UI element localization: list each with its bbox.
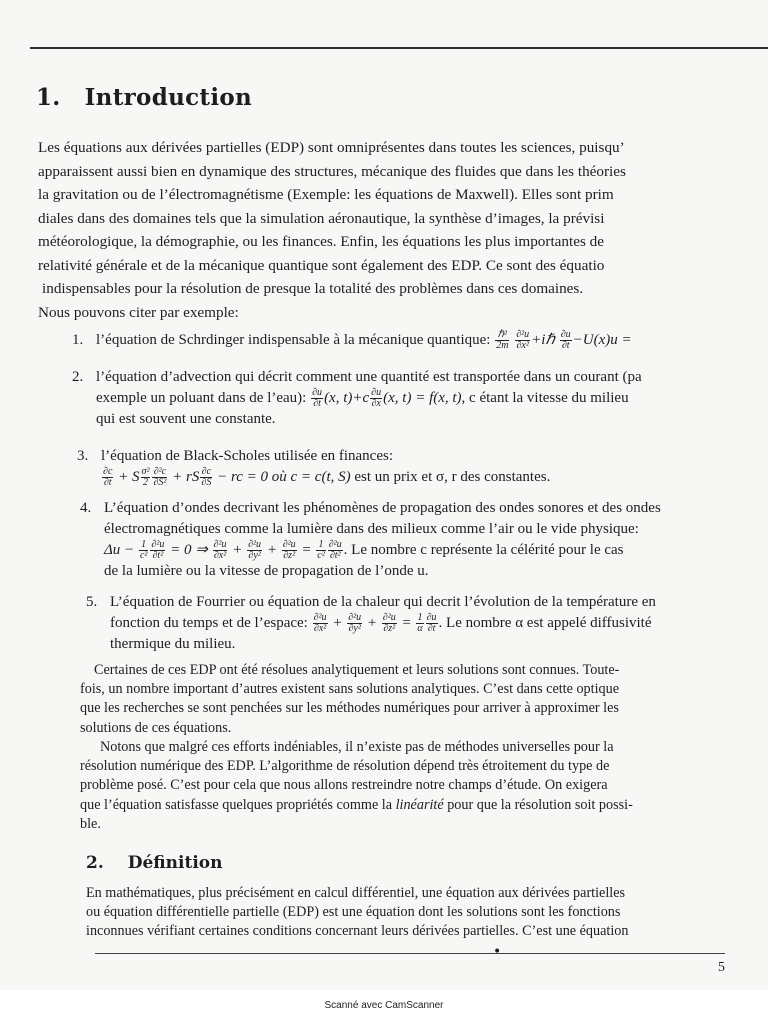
- list-item: 4. L’équation d’ondes decrivant les phénomènes de propagation des ondes sonores et des ondes électromagnétiques comme la lumière dans des milieux comme l’air ou le vide physique: Δu − $\frac{1}{\text{c²}}$ $\frac{\text{∂²u}}{\text{∂t²}}$ = 0 ⇒ $\frac{\text{∂²u}}{\text{∂x²}}$ + $\frac{\text{∂²u}}{\text{∂y²}}$ + $\frac{\text{∂²u}}{\text{∂z²}}$ = $\frac{1}{\text{c²}}$ $\frac{\text{∂²u}}{\text{∂t²}}$ . Le nombre c représente la célérité pour le cas de la lumière ou la vitesse de propagation de l’onde u.: [80, 500, 661, 580]
- section-2-heading: 2. Définition: [86, 853, 223, 873]
- list-item: 5. L’équation de Fourrier ou équation de la chaleur qui decrit l’évolution de la température en fonction du temps et de l’espace: $\frac{\text{∂²u}}{\text{∂x²}}$ + $\frac{\text{∂²u}}{\text{∂y²}}$ + $\frac{\text{∂²u}}{\text{∂z²}}$ = $\frac{1}{\alpha}$ $\frac{\partial u}{\partial t}$ . Le nombre α est appelé diffusivité thermique du milieu.: [86, 594, 656, 653]
- page-number: 5: [718, 960, 725, 975]
- scanner-footer: Scanné avec CamScanner: [324, 1000, 444, 1011]
- scan-dot: •: [493, 944, 502, 960]
- section-1-heading: 1. Introduction: [36, 84, 253, 111]
- list-item: 3. l’équation de Black-Scholes utilisée en finances: $\frac{\partial c}{\partial t}$ + S $\frac{\text{σ²}}{2}$ $\frac{\text{∂²c}}{\text{∂S²}}$ + rS $\frac{\partial c}{\partial S}$ − rc = 0 où c = c(t, S) est un prix et σ, r des constantes.: [77, 448, 551, 489]
- paragraph-numerical: Notons que malgré ces efforts indéniables, il n’existe pas de méthodes universelles pour la résolution numérique des EDP. L’algorithme de résolution dépend très étroitement du type de problème posé. C’est pour cela que nous allons restreindre notre champs d’étude. On exigera que l’équation satisfasse quelques propriétés comme la linéarité pour que la résolution soit possi- ble.: [80, 739, 633, 832]
- heat-equation: $\frac{\text{∂²u}}{\text{∂x²}}$ + $\frac{\text{∂²u}}{\text{∂y²}}$ + $\frac{\text{∂²u}}{\text{∂z²}}$ = $\frac{1}{\alpha}$ $\frac{\partial u}{\partial t}$: [313, 612, 437, 635]
- definition-paragraph: En mathématiques, plus précisément en calcul différentiel, une équation aux dérivées partielles ou équation différentielle partielle (EDP) est une équation dont les solutions sont les fonctions inconnues vérifiant certaines conditions concernant leurs dérivées partielles. C’est une équation: [86, 885, 629, 940]
- list-item: 2. l’équation d’advection qui décrit comment une quantité est transportée dans un courant (pa exemple un poluant dans de l’eau): $\frac{\partial u}{\partial t}$ (x, t)+c $\frac{\partial u}{\partial x}$ (x, t) = f(x, t), c étant la vitesse du milieu qui est souvent une constante.: [72, 369, 642, 428]
- intro-paragraph: Les équations aux dérivées partielles (EDP) sont omniprésentes dans toutes les sciences, puisqu’ apparaissent aussi bien en dynamique des structures, mécanique des fluides que dans les théories la gravitation ou de l’électromagnétisme (Exemple: les équations de Maxwell). Elles sont prim diales dans des domaines tels que la simulation aéronautique, la synthèse d’images, la prévisi météorologique, la démographie, ou les finances. Enfin, les équations les plus importantes de relativité générale et de la mécanique quantique sont également des EDP. Ce sont des équatio indispensables pour la résolution de presque la totalité des problèmes dans ces domaines. Nous pouvons citer par exemple:: [38, 139, 626, 321]
- wave-equation: Δu − $\frac{1}{\text{c²}}$ $\frac{\text{∂²u}}{\text{∂t²}}$ = 0 ⇒ $\frac{\text{∂²u}}{\text{∂x²}}$ + $\frac{\text{∂²u}}{\text{∂y²}}$ + $\frac{\text{∂²u}}{\text{∂z²}}$ = $\frac{1}{\text{c²}}$ $\frac{\text{∂²u}}{\text{∂t²}}$: [104, 539, 342, 562]
- schrodinger-equation: $\frac{\text{ℏ²}}{2m}$ $\frac{\text{∂²u}}{\text{∂x²}}$ +iℏ $\frac{\partial u}{\partial t}$ −U(x)u =: [496, 329, 632, 352]
- list-item: 1. l’équation de Schrdinger indispensable à la mécanique quantique: $\frac{\text{ℏ²}}{2m}$ $\frac{\text{∂²u}}{\text{∂x²}}$ +iℏ $\frac{\partial u}{\partial t}$ −U(x)u =: [72, 329, 632, 352]
- top-rule: [30, 47, 768, 49]
- bottom-rule: [95, 953, 725, 954]
- black-scholes-equation: $\frac{\partial c}{\partial t}$ + S $\frac{\text{σ²}}{2}$ $\frac{\text{∂²c}}{\text{∂S²}}$ + rS $\frac{\partial c}{\partial S}$ − rc = 0 où c = c(t, S): [103, 466, 351, 489]
- paragraph-analytic: Certaines de ces EDP ont été résolues analytiquement et leurs solutions sont connues. Toute- fois, un nombre important d’autres existent sans solutions analytiques. C’est dans cette optique que les recherches se sont penchées sur les méthodes numériques pour arriver à approximer les solutions de ces équations.: [80, 662, 620, 736]
- advection-equation: $\frac{\partial u}{\partial t}$ (x, t)+c $\frac{\partial u}{\partial x}$ (x, t) = f(x, t): [312, 387, 462, 410]
